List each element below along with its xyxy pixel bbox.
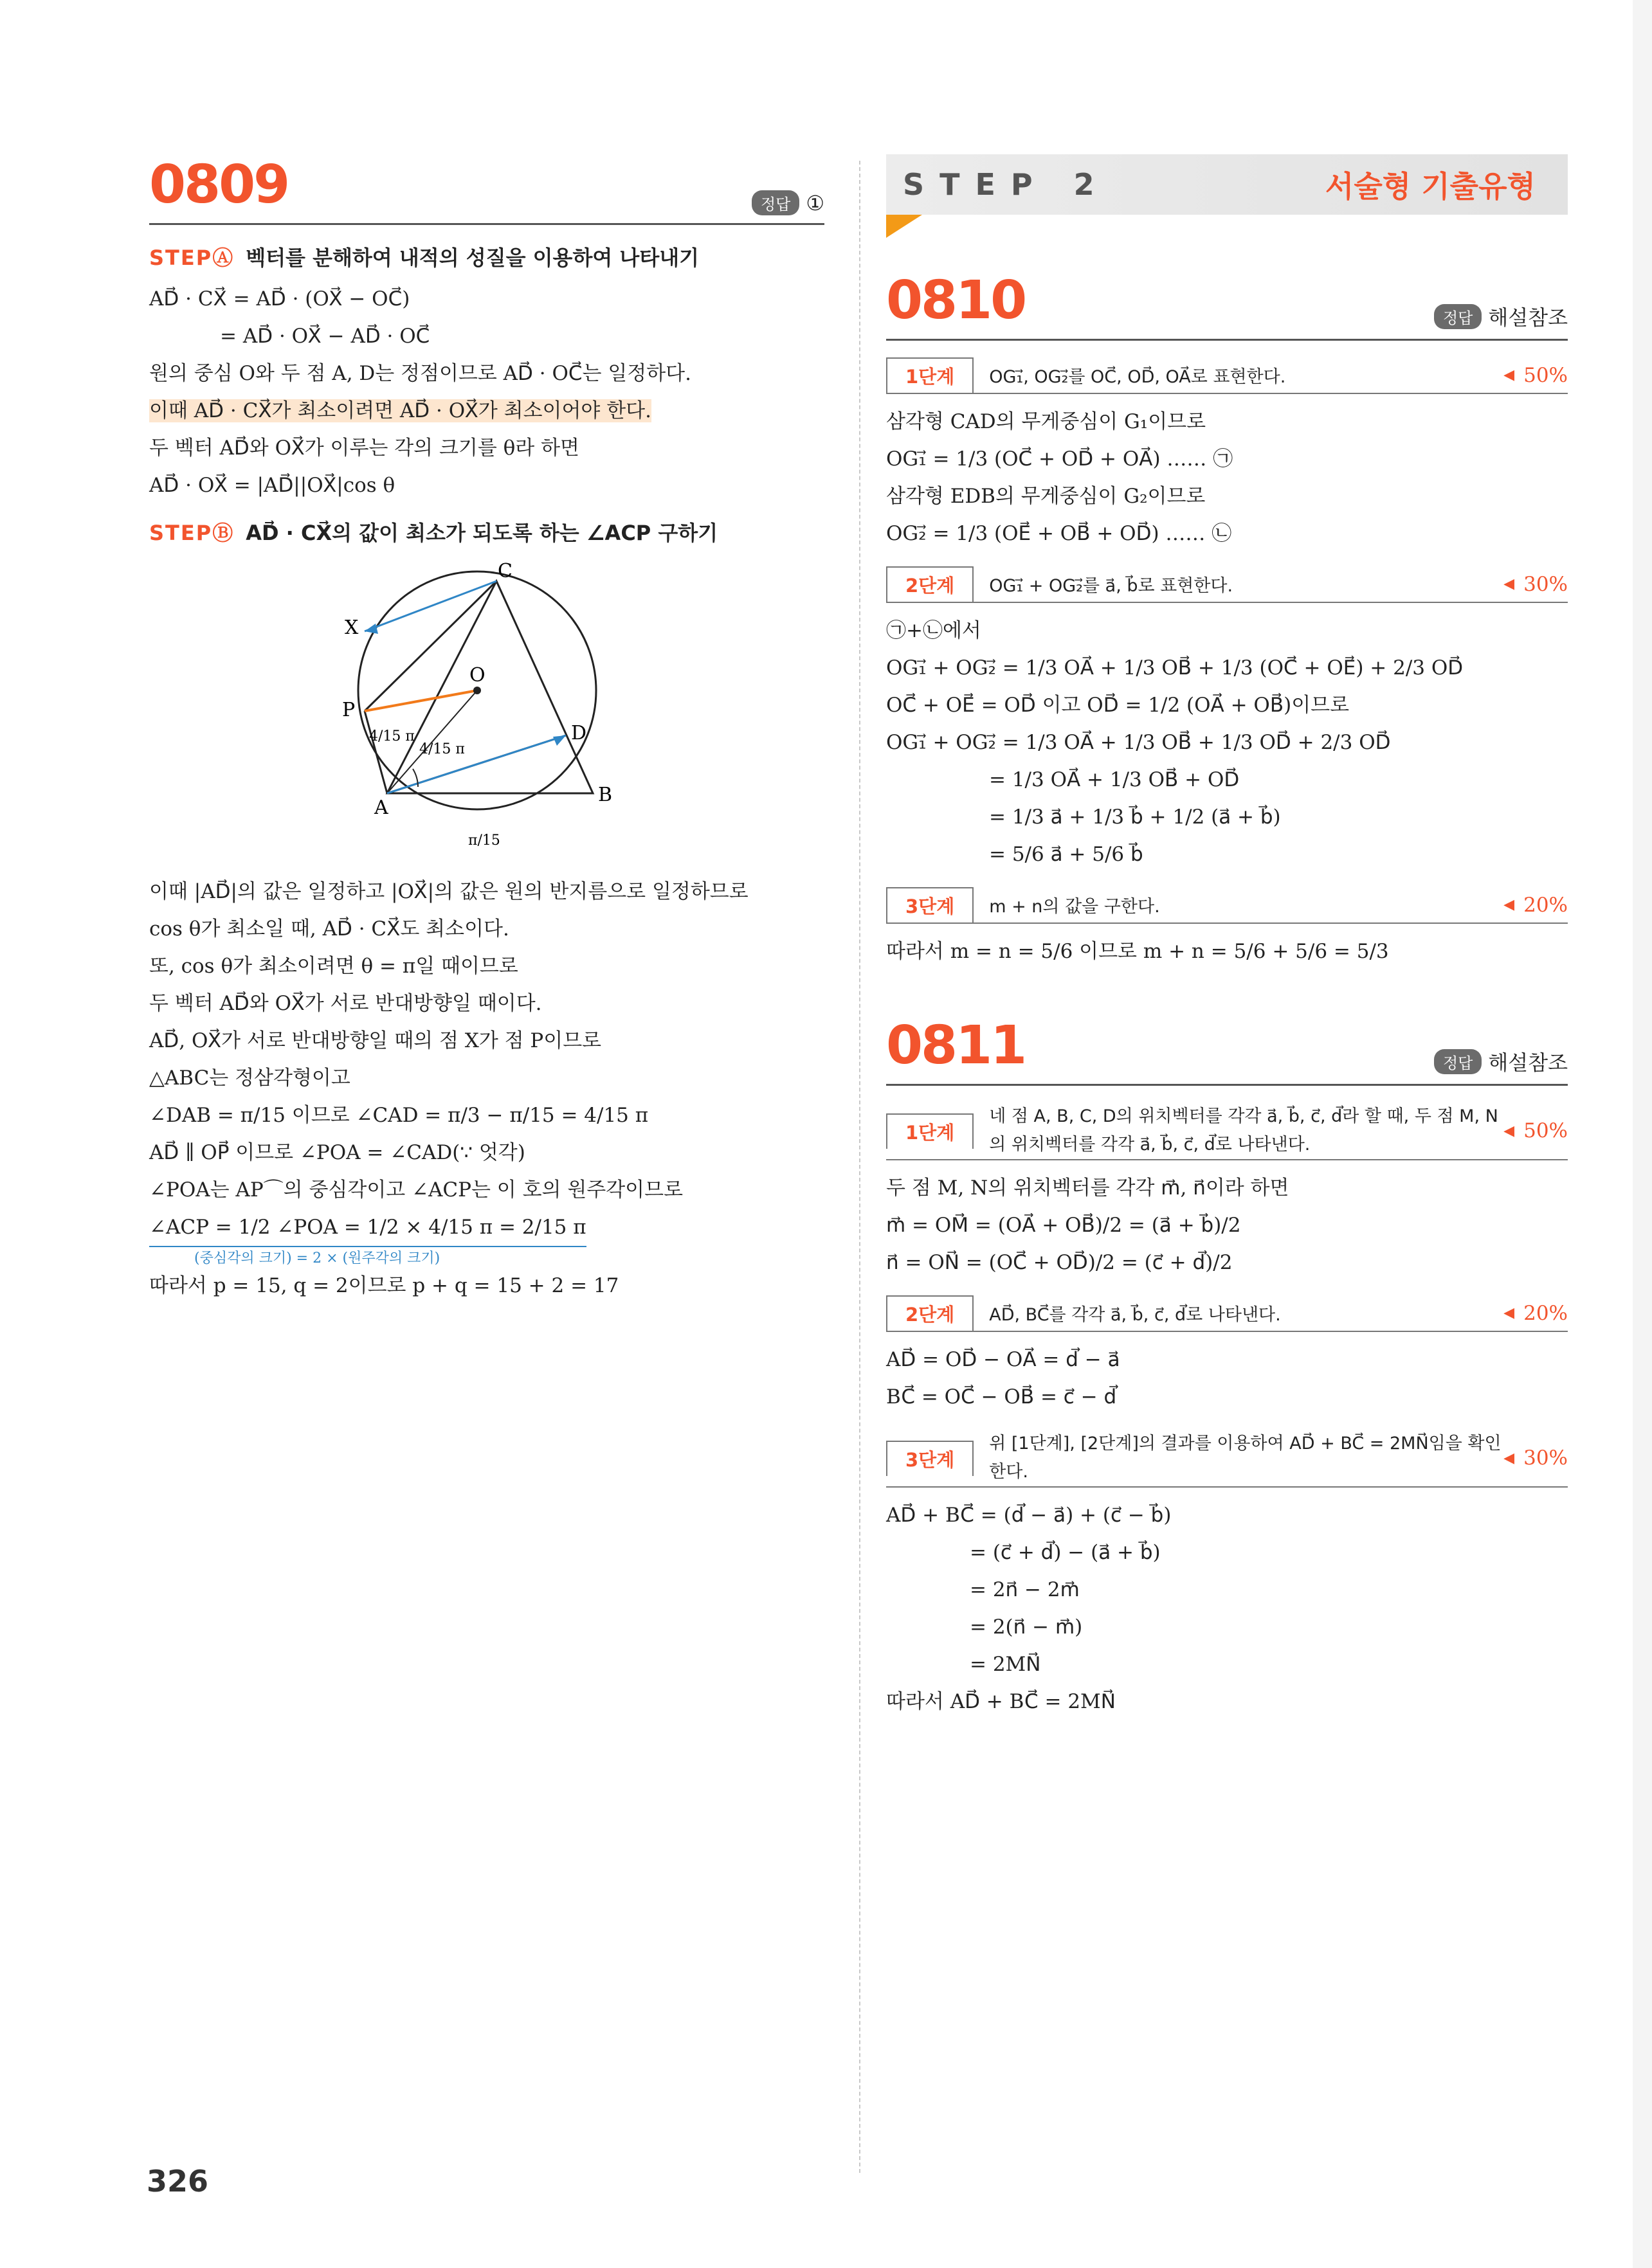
stage-text: OG₁⃗ + OG₂⃗를 a⃗, b⃗로 표현한다. [989, 576, 1233, 596]
step-b-body [149, 873, 824, 1304]
stage-label: 3단계 [886, 1441, 974, 1476]
answer-value: 해설참조 [1488, 1050, 1568, 1075]
triangle-marker-icon: ◀ [1503, 1122, 1515, 1139]
stage-1 [886, 357, 1568, 394]
solution-line: OG₁⃗ + OG₂⃗ = 1/3 OA⃗ + 1/3 OB⃗ + 1/3 (OC⃗ + OE⃗) + 2/3 OD⃗ [886, 656, 1464, 680]
conclusion: 따라서 AD⃗ + BC⃗ = 2MN⃗ [886, 1690, 1116, 1713]
problem-header-0810 [886, 270, 1568, 341]
stage-text: 네 점 A, B, C, D의 위치벡터를 각각 a⃗, b⃗, c⃗, d⃗라 할 때, 두 점 M, N의 위치벡터를 각각 a⃗, b⃗, c⃗, d⃗로 나타낸다. [989, 1106, 1498, 1155]
solution-line: = 1/3 a⃗ + 1/3 b⃗ + 1/2 (a⃗ + b⃗) [989, 806, 1281, 829]
answer-badge: 정답 [1434, 304, 1482, 329]
stage-label: 1단계 [886, 357, 974, 393]
stage-label: 2단계 [886, 566, 974, 602]
conclusion: 따라서 p = 15, q = 2이므로 p + q = 15 + 2 = 17 [149, 1274, 619, 1297]
solution-line: 삼각형 EDB의 무게중심이 G₂이므로 [886, 485, 1206, 508]
label-x: X [345, 616, 359, 639]
solution-line: AD⃗ ∥ OP⃗ 이므로 ∠POA = ∠CAD(∵ 엇각) [149, 1141, 525, 1164]
problem-header-0811 [886, 1015, 1568, 1086]
solution-line: n⃗ = ON⃗ = (OC⃗ + OD⃗)/2 = (c⃗ + d⃗)/2 [886, 1251, 1233, 1274]
solution-line: AD⃗ · CX⃗ = AD⃗ · (OX⃗ − OC⃗) [149, 287, 410, 310]
answer-badge: 정답 [752, 190, 799, 215]
circle-triangle-figure [316, 562, 676, 858]
highlighted-text: 이때 AD⃗ · CX⃗가 최소이려면 AD⃗ · OX⃗가 최소이어야 한다. [149, 399, 651, 422]
stage-score: ◀ 20% [1503, 1301, 1568, 1325]
stage-text: OG₁⃗, OG₂⃗를 OC⃗, OD⃗, OA⃗로 표현한다. [989, 367, 1286, 387]
solution-line: ∠POA는 AP⌒의 중심각이고 ∠ACP는 이 호의 원주각이므로 [149, 1178, 684, 1202]
solution-line: = 2MN⃗ [970, 1653, 1041, 1676]
solution-line: △ABC는 정삼각형이고 [149, 1066, 350, 1090]
solution-line: OG₂⃗ = 1/3 (OE⃗ + OB⃗ + OD⃗) …… ㉡ [886, 522, 1232, 545]
banner-title: 서술형 기출유형 [1325, 169, 1536, 204]
stage-1 [886, 1102, 1568, 1160]
solution-line: ∠DAB = π/15 이므로 ∠CAD = π/3 − π/15 = 4/15 π [149, 1104, 649, 1127]
solution-line: m⃗ = OM⃗ = (OA⃗ + OB⃗)/2 = (a⃗ + b⃗)/2 [886, 1214, 1241, 1237]
answer [1434, 302, 1568, 331]
solution-line: 두 벡터 AD⃗와 OX⃗가 이루는 각의 크기를 θ라 하면 [149, 437, 579, 460]
side-note: (중심각의 크기) = 2 × (원주각의 크기) [194, 1250, 440, 1266]
stage-score: ◀ 20% [1503, 893, 1568, 917]
problem-header-0809 [149, 154, 824, 225]
step-b-title: AD⃗ · CX⃗의 값이 최소가 되도록 하는 ∠ACP 구하기 [246, 521, 718, 545]
stage-text: m + n의 값을 구한다. [989, 897, 1160, 917]
answer-value: ① [806, 190, 824, 215]
stage-score: ◀ 30% [1503, 572, 1568, 596]
step-b-tag: STEPⒷ [149, 521, 235, 545]
solution-line-highlighted [149, 392, 824, 429]
step-a-title: 벡터를 분해하여 내적의 성질을 이용하여 나타내기 [246, 246, 700, 270]
triangle-marker-icon: ◀ [1503, 576, 1515, 592]
problem-number: 0811 [886, 1015, 1026, 1076]
stage-score: ◀ 50% [1503, 1119, 1568, 1142]
solution-line: AD⃗ · OX⃗ = |AD⃗||OX⃗|cos θ [149, 474, 395, 497]
solution-line: AD⃗, OX⃗가 서로 반대방향일 때의 점 X가 점 P이므로 [149, 1029, 602, 1052]
problem-number: 0810 [886, 270, 1026, 331]
solution-line: = AD⃗ · OX⃗ − AD⃗ · OC⃗ [220, 325, 430, 348]
solution-line: ∠ACP = 1/2 ∠POA = 1/2 × 4/15 π = 2/15 π [149, 1209, 586, 1247]
triangle-marker-icon: ◀ [1503, 367, 1515, 383]
triangle-marker-icon: ◀ [1503, 897, 1515, 913]
solution-line: = (c⃗ + d⃗) − (a⃗ + b⃗) [970, 1541, 1161, 1564]
triangle-marker-icon: ◀ [1503, 1305, 1515, 1321]
banner-step: STEP 2 [903, 167, 1110, 202]
segment-pa [365, 711, 387, 793]
step-a-body [149, 280, 824, 504]
solution-line: = 5/6 a⃗ + 5/6 b⃗ [989, 843, 1143, 866]
arrowhead-cx [365, 624, 378, 634]
left-column [149, 154, 824, 1304]
solution-line: ㉠+㉡에서 [886, 619, 981, 642]
label-angle-1: 4/15 π [369, 728, 415, 744]
stage-score: ◀ 50% [1503, 363, 1568, 387]
center-o [473, 687, 481, 694]
stage-3 [886, 887, 1568, 924]
solution-line: 두 점 M, N의 위치벡터를 각각 m⃗, n⃗이라 하면 [886, 1176, 1289, 1200]
label-c: C [498, 562, 513, 582]
solution-line: cos θ가 최소일 때, AD⃗ · CX⃗도 최소이다. [149, 917, 509, 941]
right-column [886, 154, 1568, 1720]
label-b: B [598, 784, 613, 806]
step-a-tag: STEPⒶ [149, 246, 235, 270]
spacer [886, 970, 1568, 1015]
section-banner [886, 154, 1568, 215]
stage-label: 1단계 [886, 1113, 974, 1149]
label-d: D [571, 722, 587, 744]
stage-2 [886, 1295, 1568, 1332]
answer [1434, 1047, 1568, 1076]
step-a-heading [149, 242, 824, 271]
solution-line: OC⃗ + OE⃗ = OD⃗ 이고 OD⃗ = 1/2 (OA⃗ + OB⃗)이므로 [886, 694, 1350, 717]
solution-line: 두 벡터 AD⃗와 OX⃗가 서로 반대방향일 때이다. [149, 992, 542, 1015]
stage-3 [886, 1430, 1568, 1488]
solution-line: AD⃗ + BC⃗ = (d⃗ − a⃗) + (c⃗ − b⃗) [886, 1504, 1172, 1527]
stage-label: 3단계 [886, 887, 974, 923]
stage-score: ◀ 30% [1503, 1446, 1568, 1470]
solution-line: 이때 |AD⃗|의 값은 일정하고 |OX⃗|의 값은 원의 반지름으로 일정하므로 [149, 880, 749, 903]
conclusion: 따라서 m = n = 5/6 이므로 m + n = 5/6 + 5/6 = 5/3 [886, 940, 1389, 963]
answer [752, 190, 824, 215]
column-divider [859, 161, 860, 2173]
solution-line: = 1/3 OA⃗ + 1/3 OB⃗ + OD⃗ [989, 768, 1240, 791]
label-angle-3: π/15 [468, 833, 500, 849]
answer-value: 해설참조 [1488, 305, 1568, 330]
solution-line: 원의 중심 O와 두 점 A, D는 정점이므로 AD⃗ · OC⃗는 일정하다. [149, 362, 691, 385]
label-o: O [469, 664, 486, 687]
solution-line: = 2(n⃗ − m⃗) [970, 1616, 1083, 1639]
stage-text: AD⃗, BC⃗를 각각 a⃗, b⃗, c⃗, d⃗로 나타낸다. [989, 1305, 1281, 1325]
banner-corner [886, 215, 922, 238]
solution-line: 삼각형 CAD의 무게중심이 G₁이므로 [886, 410, 1206, 433]
solution-line: BC⃗ = OC⃗ − OB⃗ = c⃗ − d⃗ [886, 1385, 1117, 1408]
triangle-abc [387, 581, 593, 793]
step-b-heading [149, 517, 824, 546]
answer-badge: 정답 [1434, 1049, 1482, 1074]
label-angle-2: 4/15 π [419, 741, 465, 757]
page-edge-tab [1633, 0, 1652, 2268]
problem-number: 0809 [149, 154, 289, 215]
label-a: A [374, 797, 388, 819]
label-p: P [342, 699, 356, 721]
stage-label: 2단계 [886, 1295, 974, 1331]
triangle-marker-icon: ◀ [1503, 1450, 1515, 1466]
stage-2 [886, 566, 1568, 603]
solution-line: AD⃗ = OD⃗ − OA⃗ = d⃗ − a⃗ [886, 1348, 1120, 1371]
solution-line: OG₁⃗ = 1/3 (OC⃗ + OD⃗ + OA⃗) …… ㉠ [886, 447, 1233, 471]
solution-line: OG₁⃗ + OG₂⃗ = 1/3 OA⃗ + 1/3 OB⃗ + 1/3 OD⃗ + 2/3 OD⃗ [886, 731, 1391, 754]
solution-line: = 2n⃗ − 2m⃗ [970, 1578, 1080, 1601]
stage-text: 위 [1단계], [2단계]의 결과를 이용하여 AD⃗ + BC⃗ = 2MN⃗임을 확인한다. [989, 1434, 1502, 1482]
vector-cx [365, 581, 496, 631]
page-number: 326 [147, 2164, 209, 2199]
arrowhead-ad [553, 735, 566, 746]
solution-line: 또, cos θ가 최소이려면 θ = π일 때이므로 [149, 955, 518, 978]
